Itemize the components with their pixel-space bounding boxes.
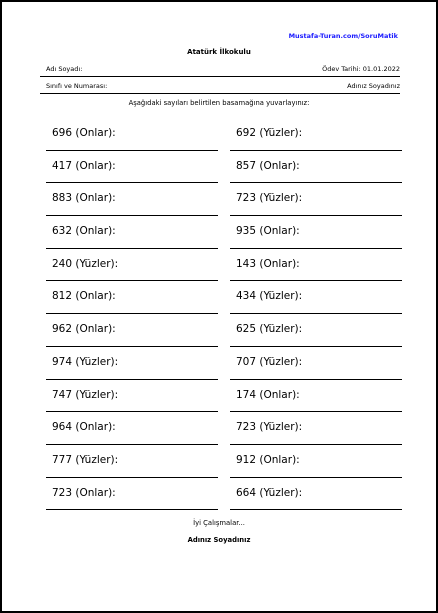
question-label: 625 (Yüzler): bbox=[236, 323, 303, 336]
website-link[interactable]: Mustafa-Turan.com/SoruMatik bbox=[288, 32, 398, 40]
question-row bbox=[46, 183, 402, 216]
question-label: 812 (Onlar): bbox=[52, 290, 116, 303]
question-grid bbox=[46, 118, 402, 510]
answer-line[interactable] bbox=[46, 347, 218, 380]
teacher-name: Adınız Soyadınız bbox=[347, 82, 400, 90]
question-label: 692 (Yüzler): bbox=[236, 127, 303, 139]
answer-line[interactable] bbox=[46, 281, 218, 314]
question-label: 417 (Onlar): bbox=[52, 159, 116, 172]
question-row bbox=[46, 118, 402, 151]
question-row bbox=[46, 380, 402, 413]
question-row bbox=[46, 478, 402, 511]
question-label: 857 (Onlar): bbox=[236, 159, 300, 172]
question-label: 747 (Yüzler): bbox=[52, 388, 119, 401]
question-label: 143 (Onlar): bbox=[236, 257, 300, 270]
answer-line[interactable] bbox=[230, 380, 402, 413]
answer-line[interactable] bbox=[230, 216, 402, 249]
question-row bbox=[46, 249, 402, 282]
question-label: 240 (Yüzler): bbox=[52, 257, 119, 270]
answer-line[interactable] bbox=[230, 347, 402, 380]
answer-line[interactable] bbox=[46, 183, 218, 216]
question-row bbox=[46, 347, 402, 380]
question-label: 974 (Yüzler): bbox=[52, 355, 119, 368]
school-name: Atatürk İlkokulu bbox=[187, 48, 251, 56]
answer-line[interactable] bbox=[46, 412, 218, 445]
answer-line[interactable] bbox=[230, 314, 402, 347]
question-label: 723 (Onlar): bbox=[52, 486, 116, 499]
answer-line[interactable] bbox=[46, 380, 218, 413]
question-row bbox=[46, 151, 402, 184]
question-label: 912 (Onlar): bbox=[236, 453, 300, 466]
answer-line[interactable] bbox=[46, 151, 218, 184]
class-label: Sınıfı ve Numarası: bbox=[46, 82, 108, 90]
question-row bbox=[46, 216, 402, 249]
question-label: 935 (Onlar): bbox=[236, 225, 300, 238]
answer-line[interactable] bbox=[230, 183, 402, 216]
instructions: Aşağıdaki sayıları belirtilen basamağına yuvarlayınız: bbox=[128, 99, 310, 107]
name-label: Adı Soyadı: bbox=[46, 65, 83, 73]
closing-greeting: İyi Çalışmalar... bbox=[193, 519, 245, 527]
answer-line[interactable] bbox=[46, 249, 218, 282]
question-row bbox=[46, 412, 402, 445]
question-label: 777 (Yüzler): bbox=[52, 453, 119, 466]
answer-line[interactable] bbox=[230, 445, 402, 478]
question-label: 962 (Onlar): bbox=[52, 323, 116, 336]
question-label: 964 (Onlar): bbox=[52, 421, 116, 434]
header-divider-1 bbox=[40, 76, 400, 77]
question-label: 632 (Onlar): bbox=[52, 225, 116, 238]
homework-date: Ödev Tarihi: 01.01.2022 bbox=[322, 65, 400, 73]
question-label: 434 (Yüzler): bbox=[236, 290, 303, 303]
answer-line[interactable] bbox=[46, 478, 218, 511]
question-label: 707 (Yüzler): bbox=[236, 355, 303, 368]
question-label: 696 (Onlar): bbox=[52, 127, 116, 139]
answer-line[interactable] bbox=[230, 249, 402, 282]
question-row bbox=[46, 314, 402, 347]
answer-line[interactable] bbox=[230, 151, 402, 184]
header-divider-2 bbox=[40, 93, 400, 94]
question-label: 174 (Onlar): bbox=[236, 388, 300, 401]
answer-line[interactable] bbox=[230, 281, 402, 314]
answer-line[interactable] bbox=[46, 118, 218, 151]
question-label: 883 (Onlar): bbox=[52, 192, 116, 205]
answer-line[interactable] bbox=[230, 478, 402, 511]
question-row bbox=[46, 445, 402, 478]
signature: Adınız Soyadınız bbox=[187, 536, 251, 544]
worksheet-page bbox=[2, 2, 436, 611]
question-label: 723 (Yüzler): bbox=[236, 192, 303, 205]
question-label: 664 (Yüzler): bbox=[236, 486, 303, 499]
answer-line[interactable] bbox=[230, 118, 402, 151]
answer-line[interactable] bbox=[46, 216, 218, 249]
answer-line[interactable] bbox=[46, 445, 218, 478]
answer-line[interactable] bbox=[230, 412, 402, 445]
question-row bbox=[46, 281, 402, 314]
answer-line[interactable] bbox=[46, 314, 218, 347]
question-label: 723 (Yüzler): bbox=[236, 421, 303, 434]
